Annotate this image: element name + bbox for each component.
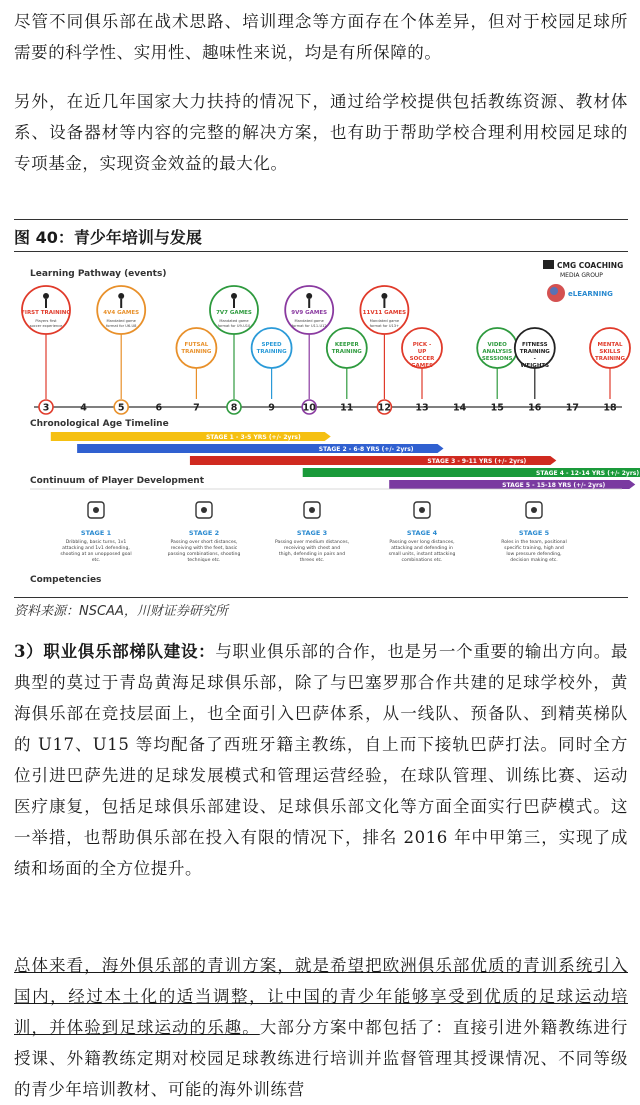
- age-tick-label: 18: [603, 402, 617, 414]
- age-tick-label: 10: [302, 402, 316, 414]
- event-label: SKILLS: [599, 349, 621, 355]
- logo-mark: [543, 260, 554, 269]
- competency-stage-name: STAGE 3: [296, 529, 328, 537]
- age-tick-label: 8: [230, 402, 238, 414]
- event-circle: [327, 328, 367, 368]
- event-label: SOCCER: [409, 356, 435, 362]
- competency-desc: attacking and defending in: [391, 546, 453, 551]
- event-circle: [515, 328, 555, 368]
- competency-stage-name: STAGE 1: [80, 529, 112, 537]
- figure-title: 图 40：青少年培训与发展: [14, 228, 202, 247]
- figure-source: 资料来源：NSCAA，川财证券研究所: [14, 604, 228, 619]
- competency-stage-name: STAGE 5: [518, 529, 550, 537]
- competency-desc: threes etc.: [299, 558, 325, 563]
- player-icon: [306, 293, 312, 299]
- competency-desc: specific training, high and: [504, 546, 564, 551]
- figure-top-rule: [14, 219, 628, 220]
- event-circle: [176, 328, 216, 368]
- event-label: VIDEO: [487, 342, 507, 348]
- event-circle: [402, 328, 442, 368]
- summary-paragraph: [14, 950, 628, 1105]
- event-label: 11V11 GAMES: [362, 310, 407, 316]
- competency-stage-name: STAGE 4: [406, 529, 438, 537]
- stage-bar-label: STAGE 3 - 9-11 YRS (+/- 2yrs): [427, 458, 527, 465]
- event-circles: [21, 286, 630, 399]
- stage-bar-label: STAGE 2 - 6-8 YRS (+/- 2yrs): [318, 446, 414, 453]
- event-label: -: [533, 356, 536, 362]
- competency-desc: Passing over medium distances,: [274, 540, 350, 545]
- event-label: TRAINING: [594, 356, 626, 362]
- summary-underlined: 总体来看，海外俱乐部的青训方案，就是希望把欧洲俱乐部优质的青训系统引入国内，经过本土化的适当调整，让中国的青少年能够享受到优质的足球运动培训，并体验到足球运动的乐趣。: [14, 956, 628, 1037]
- club-heading: 3）职业俱乐部梯队建设：: [14, 642, 216, 661]
- event-desc: Mandated game: [106, 319, 136, 323]
- event-desc: Mandated game: [294, 319, 324, 323]
- summary-text: 大部分方案中都包括了：直接引进外籍教练进行授课、外籍教练定期对校园足球教练进行培训并监督管理其授课情况、不同等级的青少年培训教材、可能的海外训练营: [14, 1018, 628, 1099]
- competency-stage-name: STAGE 2: [188, 529, 220, 537]
- age-tick-label: 16: [528, 402, 542, 414]
- event-label: 7V7 GAMES: [216, 310, 252, 316]
- competency-desc: technique etc.: [187, 558, 221, 563]
- figure-bottom-rule: [14, 597, 628, 598]
- event-label: PICK -: [412, 342, 432, 348]
- event-label: SPEED: [261, 342, 282, 348]
- player-icon: [231, 293, 237, 299]
- age-tick-label: 7: [193, 402, 200, 414]
- age-tick-label: 3: [42, 402, 50, 414]
- event-label: WEIGHTS: [520, 363, 550, 369]
- event-circle: [477, 328, 517, 368]
- competency-desc: receiving with the feet, basic: [170, 546, 238, 551]
- timeline-label: Chronological Age Timeline: [30, 419, 169, 429]
- event-label: TRAINING: [331, 349, 362, 355]
- age-tick-label: 4: [80, 402, 87, 414]
- logo-elearning: eLEARNING: [568, 290, 613, 298]
- stage-bar-label: STAGE 4 - 12-14 YRS (+/- 2yrs): [536, 470, 640, 477]
- event-desc: format for U9-U10: [217, 324, 251, 328]
- event-desc: Mandated game: [369, 319, 400, 323]
- player-icon: [381, 293, 387, 299]
- age-tick-label: 14: [452, 402, 467, 414]
- competency-desc: attacking and 1v1 defending,: [62, 546, 130, 551]
- figure-title-rule: [14, 251, 628, 252]
- player-icon: [43, 293, 49, 299]
- competency-desc: Dribbling, basic turns, 1v1: [65, 540, 127, 545]
- event-label: TRAINING: [519, 349, 550, 355]
- competency-desc: combinations etc.: [401, 558, 443, 563]
- competency-desc: Passing over short distances,: [170, 540, 238, 545]
- continuum-label: Continuum of Player Development: [30, 476, 205, 486]
- event-label: TRAINING: [181, 349, 212, 355]
- event-desc: format for U11-U12: [291, 324, 327, 328]
- competency-desc: receiving with chest and: [283, 546, 341, 551]
- club-paragraph: [14, 636, 628, 884]
- age-tick-label: 9: [268, 402, 275, 414]
- competency-desc: decision making etc.: [510, 558, 558, 563]
- competency-desc: Passing over long distances,: [389, 540, 455, 545]
- event-circle: [590, 328, 630, 368]
- event-label: TRAINING: [256, 349, 287, 355]
- event-desc: Mandated game: [219, 319, 249, 323]
- event-label: 9V9 GAMES: [291, 310, 328, 316]
- event-label: 4V4 GAMES: [103, 310, 140, 316]
- stage-bar-label: STAGE 5 - 15-18 YRS (+/- 2yrs): [502, 482, 606, 489]
- age-tick-label: 17: [565, 402, 580, 414]
- competency-desc: shooting at an unopposed goal: [60, 552, 132, 557]
- club-text: 与职业俱乐部的合作，也是另一个重要的输出方向。最典型的莫过于青岛黄海足球俱乐部，除了与巴塞罗那合作共建的足球学校外，黄海俱乐部在竞技层面上，也全面引入巴萨体系，从一线队、预备队、到精英梯队的 U17、U15 等均配备了西班牙籍主教练，自上而下接轨巴萨打法。同时全方位引进巴萨先进的足球发展模式和管理运营经验，在球队管理、训练比赛、运动医疗康复，包括足球俱乐部建设、足球俱乐部文化等方面全面实行巴萨模式。这一举措，也帮助俱乐部在投入有限的情况下，排名 2016 年中甲第三，实现了成绩和场面的全方位提升。: [14, 642, 628, 878]
- event-label: SESSIONS: [481, 356, 513, 362]
- player-icon: [118, 293, 124, 299]
- age-axis: [34, 400, 622, 414]
- event-label: ANALYSIS: [482, 349, 513, 355]
- competency-desc: low pressure defending,: [506, 552, 562, 557]
- competency-desc: etc.: [91, 558, 101, 563]
- learning-pathway-figure: [21, 256, 640, 594]
- competency-desc: small units, instant attacking: [388, 552, 456, 557]
- event-desc: Players first: [35, 319, 57, 323]
- competency-desc: passing combinations, shooting: [167, 552, 241, 557]
- age-tick-label: 6: [155, 402, 163, 414]
- age-tick-label: 12: [377, 402, 392, 414]
- event-label: KEEPER: [334, 342, 359, 348]
- event-label: UP: [417, 349, 427, 355]
- competencies-label: Competencies: [30, 575, 102, 585]
- competency-desc: thigh, defending in pairs and: [278, 552, 346, 557]
- intro-paragraph-2: 另外，在近几年国家大力扶持的情况下，通过给学校提供包括教练资源、教材体系、设备器材等内容的完整的解决方案，也有助于帮助学校合理利用校园足球的专项基金，实现资金效益的最大化。: [14, 92, 628, 173]
- stage-bar-label: STAGE 1 - 3-5 YRS (+/- 2yrs): [205, 434, 301, 441]
- competency-desc: Roles in the team, positional: [501, 540, 567, 545]
- event-label: FUTSAL: [184, 342, 209, 348]
- event-desc: soccer experience: [29, 324, 63, 328]
- event-label: FIRST TRAINING: [21, 310, 71, 316]
- age-tick-label: 15: [490, 402, 504, 414]
- event-circle: [252, 328, 292, 368]
- age-tick-label: 5: [117, 402, 125, 414]
- age-tick-label: 13: [415, 402, 429, 414]
- event-label: MENTAL: [597, 342, 623, 348]
- event-label: GAMES: [411, 363, 433, 369]
- pathway-header: Learning Pathway (events): [30, 269, 167, 279]
- competency-stages: [60, 502, 566, 563]
- event-desc: format for U13+: [369, 324, 400, 328]
- event-label: FITNESS: [522, 342, 548, 348]
- age-tick-label: 11: [340, 402, 354, 414]
- logo-sub: MEDIA GROUP: [560, 272, 603, 279]
- logo-main: CMG COACHING: [557, 261, 624, 270]
- intro-paragraph-1: 尽管不同俱乐部在战术思路、培训理念等方面存在个体差异，但对于校园足球所需要的科学性、实用性、趣味性来说，均是有所保障的。: [14, 12, 628, 62]
- event-desc: format for U6-U8: [106, 324, 137, 328]
